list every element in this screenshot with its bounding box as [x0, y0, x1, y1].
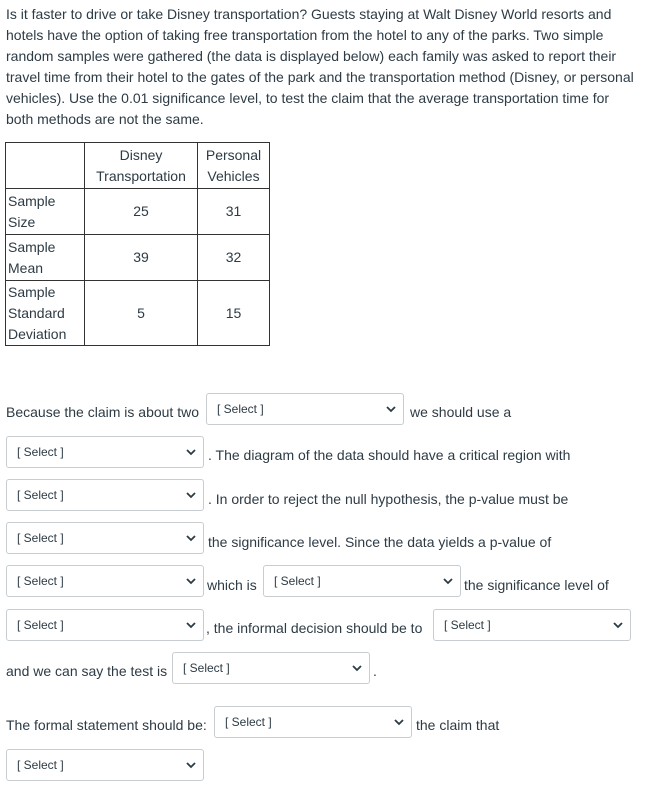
chevron-down-icon — [440, 573, 456, 589]
chevron-down-icon — [183, 757, 199, 773]
table-header-personal: Personal Vehicles — [198, 143, 270, 189]
select-critical-region[interactable] — [6, 479, 204, 511]
row-label: Sample Size — [6, 189, 85, 235]
chevron-down-icon — [183, 487, 199, 503]
select-informal-decision[interactable] — [433, 609, 631, 641]
sentence-3-after: . In order to reject the null hypothesis, the p-value must be — [208, 491, 569, 507]
chevron-down-icon — [349, 660, 365, 676]
select-formal-statement[interactable] — [214, 706, 412, 738]
select-label: [ Select ] — [274, 574, 321, 588]
sentence-1-after: we should use a — [410, 404, 512, 420]
chevron-down-icon — [391, 714, 407, 730]
chevron-down-icon — [183, 530, 199, 546]
table-row — [6, 235, 270, 281]
table-row — [6, 189, 270, 235]
chevron-down-icon — [183, 617, 199, 633]
data-table — [5, 142, 270, 346]
table-row — [6, 281, 270, 346]
sentence-2-after: . The diagram of the data should have a critical region with — [208, 447, 571, 463]
sentence-4-after: the significance level. Since the data yields a p-value of — [208, 534, 552, 550]
select-label: [ Select ] — [17, 488, 64, 502]
sentence-5-after: the significance level of — [464, 577, 609, 593]
sentence-7-after: . — [373, 663, 377, 679]
select-test-type[interactable] — [6, 436, 204, 468]
select-label: [ Select ] — [17, 758, 64, 772]
select-pvalue-comparison[interactable] — [6, 522, 204, 554]
cell-value: 5 — [85, 281, 198, 346]
select-test-significance[interactable] — [172, 652, 370, 684]
question-text: Is it faster to drive or take Disney transportation? Guests staying at Walt Disney World resorts and hotels have the option of taking free transportation from the hotel to any of the parks. Two simple random samples were gathered (the data is displayed below) each family was asked to report their travel time from their hotel to the gates of the park and the transportation method (Disney, or personal vehicles). Use the 0.01 significance level, to test the claim that the average transportation time for both methods are not the same. — [6, 6, 634, 127]
sentence-8-after: the claim that — [416, 717, 500, 733]
table-header-row — [6, 143, 270, 189]
cell-value: 32 — [198, 235, 270, 281]
select-pvalue-relation[interactable] — [263, 565, 461, 597]
row-label: Sample Mean — [6, 235, 85, 281]
cell-value: 31 — [198, 189, 270, 235]
sentence-7-before: and we can say the test is — [6, 663, 168, 679]
select-label: [ Select ] — [17, 531, 64, 545]
chevron-down-icon — [183, 444, 199, 460]
select-claim-about[interactable] — [206, 393, 404, 425]
select-claim-conclusion[interactable] — [6, 749, 204, 781]
select-label: [ Select ] — [217, 402, 264, 416]
select-significance-level[interactable] — [6, 609, 204, 641]
row-label: Sample Standard Deviation — [6, 281, 85, 346]
select-pvalue[interactable] — [6, 565, 204, 597]
select-label: [ Select ] — [17, 574, 64, 588]
select-label: [ Select ] — [17, 445, 64, 459]
select-label: [ Select ] — [225, 715, 272, 729]
chevron-down-icon — [383, 401, 399, 417]
sentence-5-middle: which is — [207, 577, 257, 593]
cell-value: 25 — [85, 189, 198, 235]
sentence-1-before: Because the claim is about two — [6, 404, 199, 420]
table-header-empty — [6, 143, 85, 189]
select-label: [ Select ] — [444, 618, 491, 632]
sentence-8-before: The formal statement should be: — [6, 717, 207, 733]
select-label: [ Select ] — [17, 618, 64, 632]
chevron-down-icon — [610, 617, 626, 633]
select-label: [ Select ] — [183, 661, 230, 675]
chevron-down-icon — [183, 573, 199, 589]
table-header-disney: Disney Transportation — [85, 143, 198, 189]
sentence-6-middle: , the informal decision should be to — [206, 620, 423, 636]
cell-value: 39 — [85, 235, 198, 281]
cell-value: 15 — [198, 281, 270, 346]
